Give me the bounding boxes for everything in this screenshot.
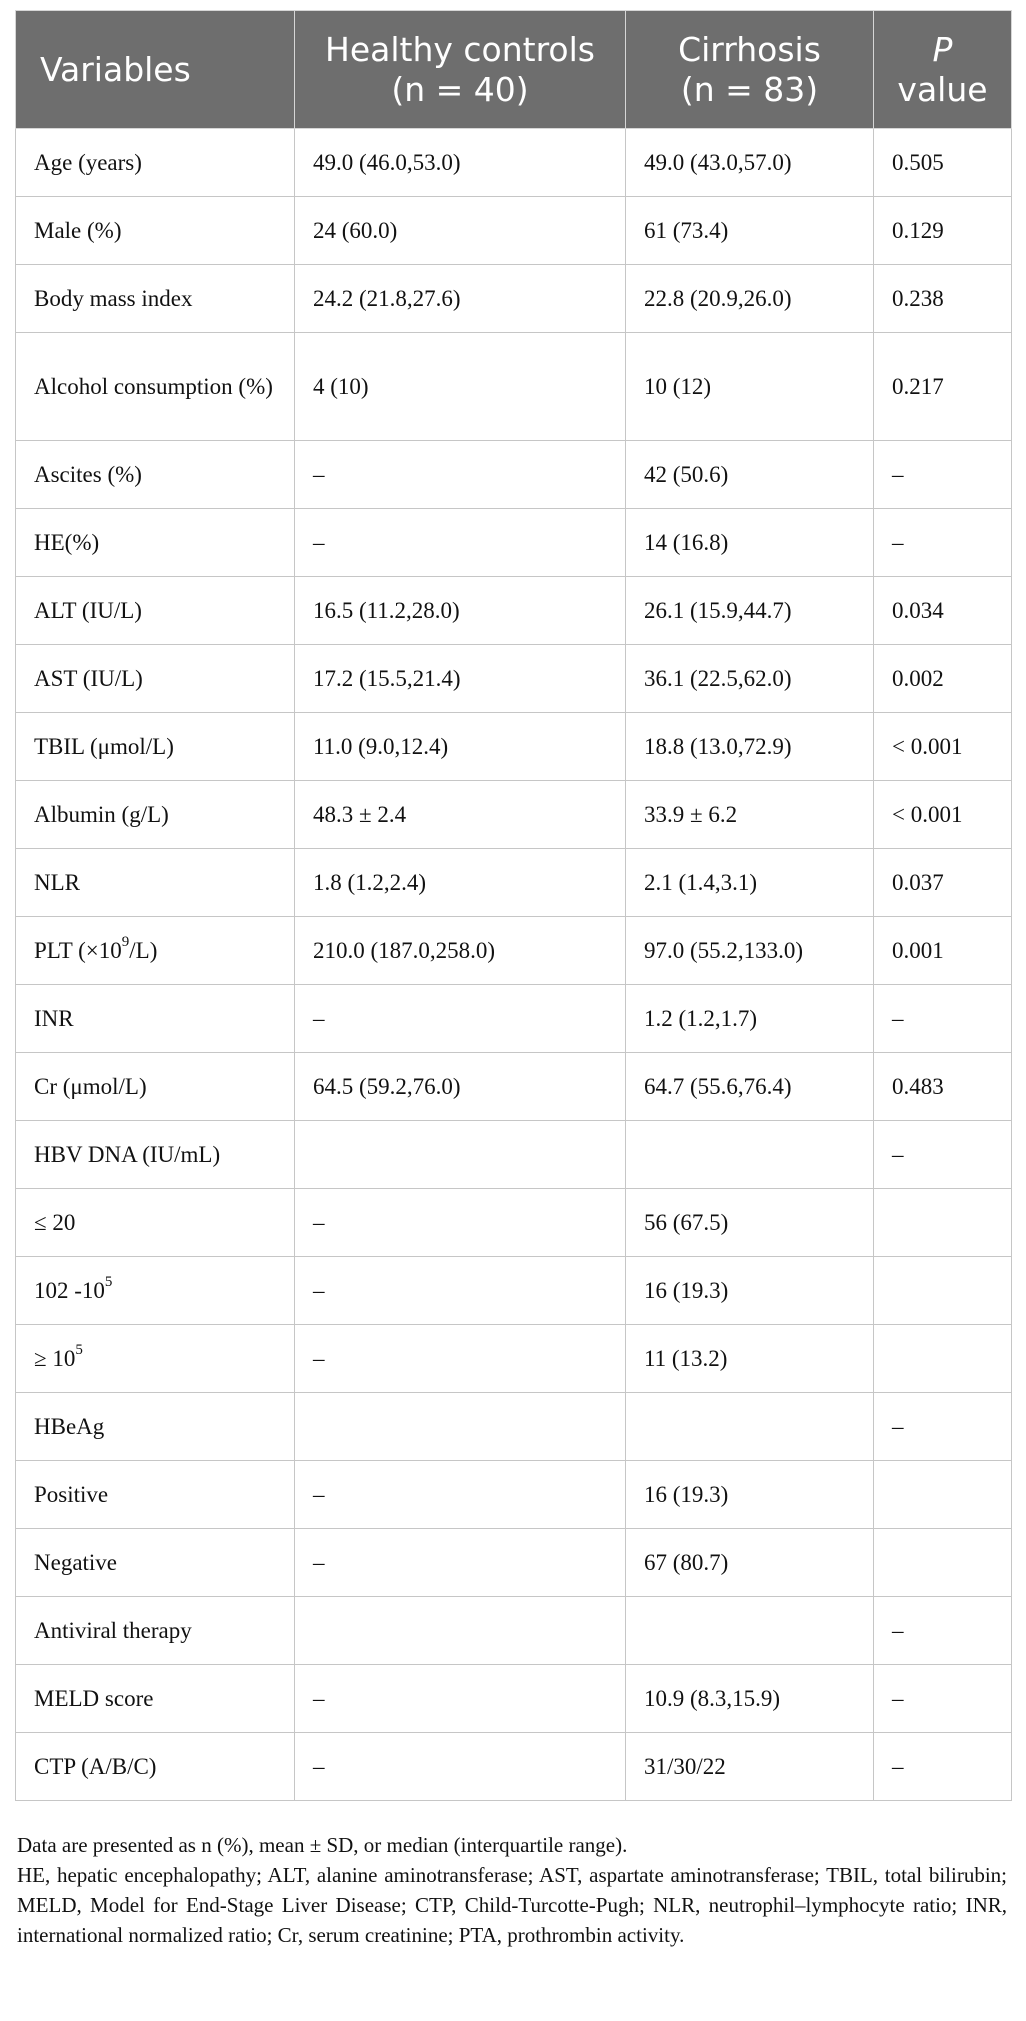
- cell-cirrhosis: 10.9 (8.3,15.9): [626, 1665, 874, 1733]
- cell-variable: INR: [16, 985, 295, 1053]
- cell-healthy: 64.5 (59.2,76.0): [295, 1053, 626, 1121]
- cell-healthy: –: [295, 985, 626, 1053]
- cell-p-value: 0.238: [874, 265, 1012, 333]
- footnote-data-presentation: Data are presented as n (%), mean ± SD, or median (interquartile range).: [17, 1833, 628, 1857]
- cell-variable: Male (%): [16, 197, 295, 265]
- cell-p-value: –: [874, 1733, 1012, 1801]
- table-row: [16, 1733, 1012, 1801]
- cell-cirrhosis: [626, 1597, 874, 1665]
- data-table: [15, 10, 1012, 1801]
- cell-cirrhosis: 26.1 (15.9,44.7): [626, 577, 874, 645]
- cell-cirrhosis: 1.2 (1.2,1.7): [626, 985, 874, 1053]
- table-row: [16, 197, 1012, 265]
- table-row: [16, 1121, 1012, 1189]
- cell-variable: HBeAg: [16, 1393, 295, 1461]
- cell-cirrhosis: 14 (16.8): [626, 509, 874, 577]
- cell-cirrhosis: 97.0 (55.2,133.0): [626, 917, 874, 985]
- cell-p-value: [874, 1325, 1012, 1393]
- cell-healthy: –: [295, 1257, 626, 1325]
- cell-healthy: 17.2 (15.5,21.4): [295, 645, 626, 713]
- cell-variable: Positive: [16, 1461, 295, 1529]
- cell-cirrhosis: [626, 1393, 874, 1461]
- cell-variable: 102 $-10^5$: [16, 1257, 295, 1325]
- table-row: [16, 917, 1012, 985]
- table-row: [16, 1461, 1012, 1529]
- table-row: [16, 985, 1012, 1053]
- header-p-value: P value: [874, 11, 1012, 129]
- cell-healthy: –: [295, 441, 626, 509]
- cell-variable: Negative: [16, 1529, 295, 1597]
- cell-p-value: 0.505: [874, 129, 1012, 197]
- header-cirrhosis: Cirrhosis (n = 83): [626, 11, 874, 129]
- table-row: [16, 849, 1012, 917]
- cell-healthy: –: [295, 509, 626, 577]
- cell-p-value: –: [874, 441, 1012, 509]
- cell-cirrhosis: 42 (50.6): [626, 441, 874, 509]
- cell-healthy: 24 (60.0): [295, 197, 626, 265]
- cell-healthy: –: [295, 1189, 626, 1257]
- table-row: [16, 129, 1012, 197]
- cell-variable: Body mass index: [16, 265, 295, 333]
- header-healthy-controls: Healthy controls (n = 40): [295, 11, 626, 129]
- cell-healthy: 11.0 (9.0,12.4): [295, 713, 626, 781]
- table-row: [16, 713, 1012, 781]
- header-variables: Variables: [16, 11, 295, 129]
- cell-healthy: [295, 1597, 626, 1665]
- cell-p-value: –: [874, 1597, 1012, 1665]
- cell-p-value: < 0.001: [874, 781, 1012, 849]
- cell-variable: Alcohol consumption (%): [16, 333, 295, 441]
- cell-variable: Cr (μmol/L): [16, 1053, 295, 1121]
- cell-cirrhosis: 2.1 (1.4,3.1): [626, 849, 874, 917]
- table-row: [16, 441, 1012, 509]
- cell-cirrhosis: 64.7 (55.6,76.4): [626, 1053, 874, 1121]
- cell-variable: ≤ 20: [16, 1189, 295, 1257]
- cell-variable: NLR: [16, 849, 295, 917]
- cell-p-value: 0.034: [874, 577, 1012, 645]
- cell-cirrhosis: 16 (19.3): [626, 1461, 874, 1529]
- cell-cirrhosis: 10 (12): [626, 333, 874, 441]
- cell-cirrhosis: 61 (73.4): [626, 197, 874, 265]
- table-row: [16, 1665, 1012, 1733]
- cell-cirrhosis: 67 (80.7): [626, 1529, 874, 1597]
- cell-healthy: 24.2 (21.8,27.6): [295, 265, 626, 333]
- cell-variable: PLT $(\times 10^9/L)$: [16, 917, 295, 985]
- cell-cirrhosis: 16 (19.3): [626, 1257, 874, 1325]
- cell-healthy: –: [295, 1461, 626, 1529]
- cell-variable: CTP (A/B/C): [16, 1733, 295, 1801]
- cell-p-value: 0.217: [874, 333, 1012, 441]
- cell-healthy: 48.3 ± 2.4: [295, 781, 626, 849]
- cell-p-value: 0.129: [874, 197, 1012, 265]
- cell-p-value: 0.001: [874, 917, 1012, 985]
- cell-variable: HBV DNA (IU/mL): [16, 1121, 295, 1189]
- cell-healthy: [295, 1393, 626, 1461]
- table-row: [16, 1529, 1012, 1597]
- table-row: [16, 509, 1012, 577]
- cell-variable: AST (IU/L): [16, 645, 295, 713]
- cell-variable: ALT (IU/L): [16, 577, 295, 645]
- cell-healthy: 49.0 (46.0,53.0): [295, 129, 626, 197]
- table-footnotes: [17, 1830, 1007, 1950]
- cell-cirrhosis: 49.0 (43.0,57.0): [626, 129, 874, 197]
- cell-p-value: –: [874, 1665, 1012, 1733]
- cell-p-value: < 0.001: [874, 713, 1012, 781]
- cell-cirrhosis: 56 (67.5): [626, 1189, 874, 1257]
- cell-variable: TBIL (μmol/L): [16, 713, 295, 781]
- table-row: [16, 1325, 1012, 1393]
- table-row: [16, 1393, 1012, 1461]
- cell-p-value: [874, 1257, 1012, 1325]
- cell-variable: HE(%): [16, 509, 295, 577]
- cell-p-value: [874, 1461, 1012, 1529]
- cell-healthy: –: [295, 1529, 626, 1597]
- table-row: [16, 265, 1012, 333]
- cell-cirrhosis: 18.8 (13.0,72.9): [626, 713, 874, 781]
- cell-healthy: 4 (10): [295, 333, 626, 441]
- cell-variable: Antiviral therapy: [16, 1597, 295, 1665]
- cell-healthy: [295, 1121, 626, 1189]
- table-row: [16, 577, 1012, 645]
- cell-p-value: –: [874, 985, 1012, 1053]
- cell-variable: Age (years): [16, 129, 295, 197]
- cell-cirrhosis: 36.1 (22.5,62.0): [626, 645, 874, 713]
- cell-p-value: 0.037: [874, 849, 1012, 917]
- cell-p-value: –: [874, 1393, 1012, 1461]
- cell-healthy: 210.0 (187.0,258.0): [295, 917, 626, 985]
- cell-p-value: [874, 1529, 1012, 1597]
- cell-p-value: –: [874, 1121, 1012, 1189]
- cell-p-value: 0.483: [874, 1053, 1012, 1121]
- table-row: [16, 1053, 1012, 1121]
- table-row: [16, 781, 1012, 849]
- cell-variable: Ascites (%): [16, 441, 295, 509]
- cell-variable: ≥ $10^5$: [16, 1325, 295, 1393]
- cell-p-value: [874, 1189, 1012, 1257]
- cell-variable: MELD score: [16, 1665, 295, 1733]
- cell-cirrhosis: 31/30/22: [626, 1733, 874, 1801]
- cell-healthy: –: [295, 1733, 626, 1801]
- table-container: [15, 10, 1011, 1801]
- cell-p-value: –: [874, 509, 1012, 577]
- table-row: [16, 1597, 1012, 1665]
- cell-variable: Albumin (g/L): [16, 781, 295, 849]
- header-row: [16, 11, 1012, 129]
- table-row: [16, 333, 1012, 441]
- cell-cirrhosis: [626, 1121, 874, 1189]
- table-row: [16, 1257, 1012, 1325]
- cell-healthy: 1.8 (1.2,2.4): [295, 849, 626, 917]
- cell-healthy: 16.5 (11.2,28.0): [295, 577, 626, 645]
- cell-cirrhosis: 33.9 ± 6.2: [626, 781, 874, 849]
- table-row: [16, 1189, 1012, 1257]
- cell-healthy: –: [295, 1665, 626, 1733]
- table-row: [16, 645, 1012, 713]
- cell-cirrhosis: 22.8 (20.9,26.0): [626, 265, 874, 333]
- cell-p-value: 0.002: [874, 645, 1012, 713]
- cell-healthy: –: [295, 1325, 626, 1393]
- cell-cirrhosis: 11 (13.2): [626, 1325, 874, 1393]
- footnote-abbreviations: HE, hepatic encephalopathy; ALT, alanine aminotransferase; AST, aspartate aminotransferase; TBIL, total bilirubin; MELD, Model for End-Stage Liver Disease; CTP, Child-Turcotte-Pugh; NLR, neutrophil–lymphocyte ratio; INR, international normalized ratio; Cr, serum creatinine; PTA, prothrombin activity.: [17, 1863, 1007, 1947]
